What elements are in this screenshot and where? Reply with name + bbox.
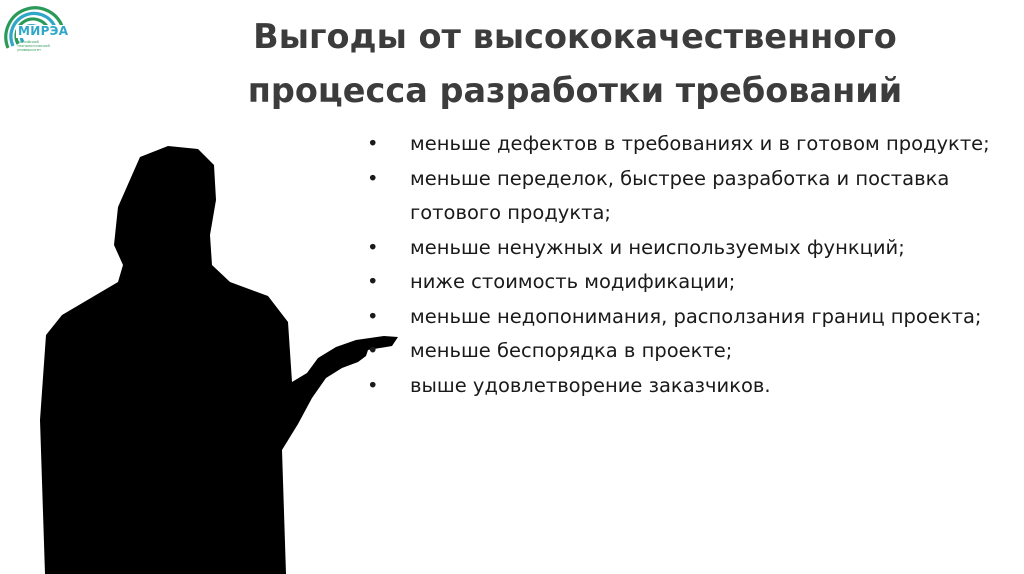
- bullet-icon: •: [367, 270, 379, 293]
- list-item: [363, 300, 1018, 335]
- list-item: [363, 127, 1018, 162]
- list-item: [363, 369, 1018, 404]
- bullet-icon: •: [367, 166, 379, 190]
- bullet-icon: •: [367, 132, 379, 155]
- title-line-1: Выгоды от высококачественного: [253, 17, 897, 56]
- bullet-text: выше удовлетворение заказчиков.: [410, 373, 771, 397]
- list-item: [363, 231, 1018, 266]
- mirea-logo: [2, 2, 92, 58]
- bullet-icon: •: [367, 339, 379, 362]
- bullet-text: меньше дефектов в требованиях и в готовом продукте;: [410, 132, 990, 155]
- title-line-2: процесса разработки требований: [247, 71, 903, 110]
- bullet-text: ниже стоимость модификации;: [410, 270, 736, 293]
- list-item: [363, 334, 1018, 369]
- bullet-text: меньше беспорядка в проекте;: [410, 339, 733, 362]
- bullet-text: меньше ненужных и неиспользуемых функций;: [410, 235, 905, 259]
- list-item: [363, 265, 1018, 300]
- bullet-text: меньше недопонимания, расползания границ проекта;: [410, 304, 982, 328]
- slide-title: [200, 10, 950, 118]
- benefits-list: [363, 127, 1018, 403]
- bullet-icon: •: [367, 373, 379, 397]
- list-item: [363, 162, 1018, 231]
- logo-name: МИРЭА: [18, 24, 69, 38]
- logo-subtitle: Российский технологический университет: [17, 40, 50, 53]
- bullet-text: меньше переделок, быстрее разработка и поставка готового продукта;: [410, 166, 950, 224]
- bullet-icon: •: [367, 304, 379, 328]
- bullet-icon: •: [367, 235, 379, 259]
